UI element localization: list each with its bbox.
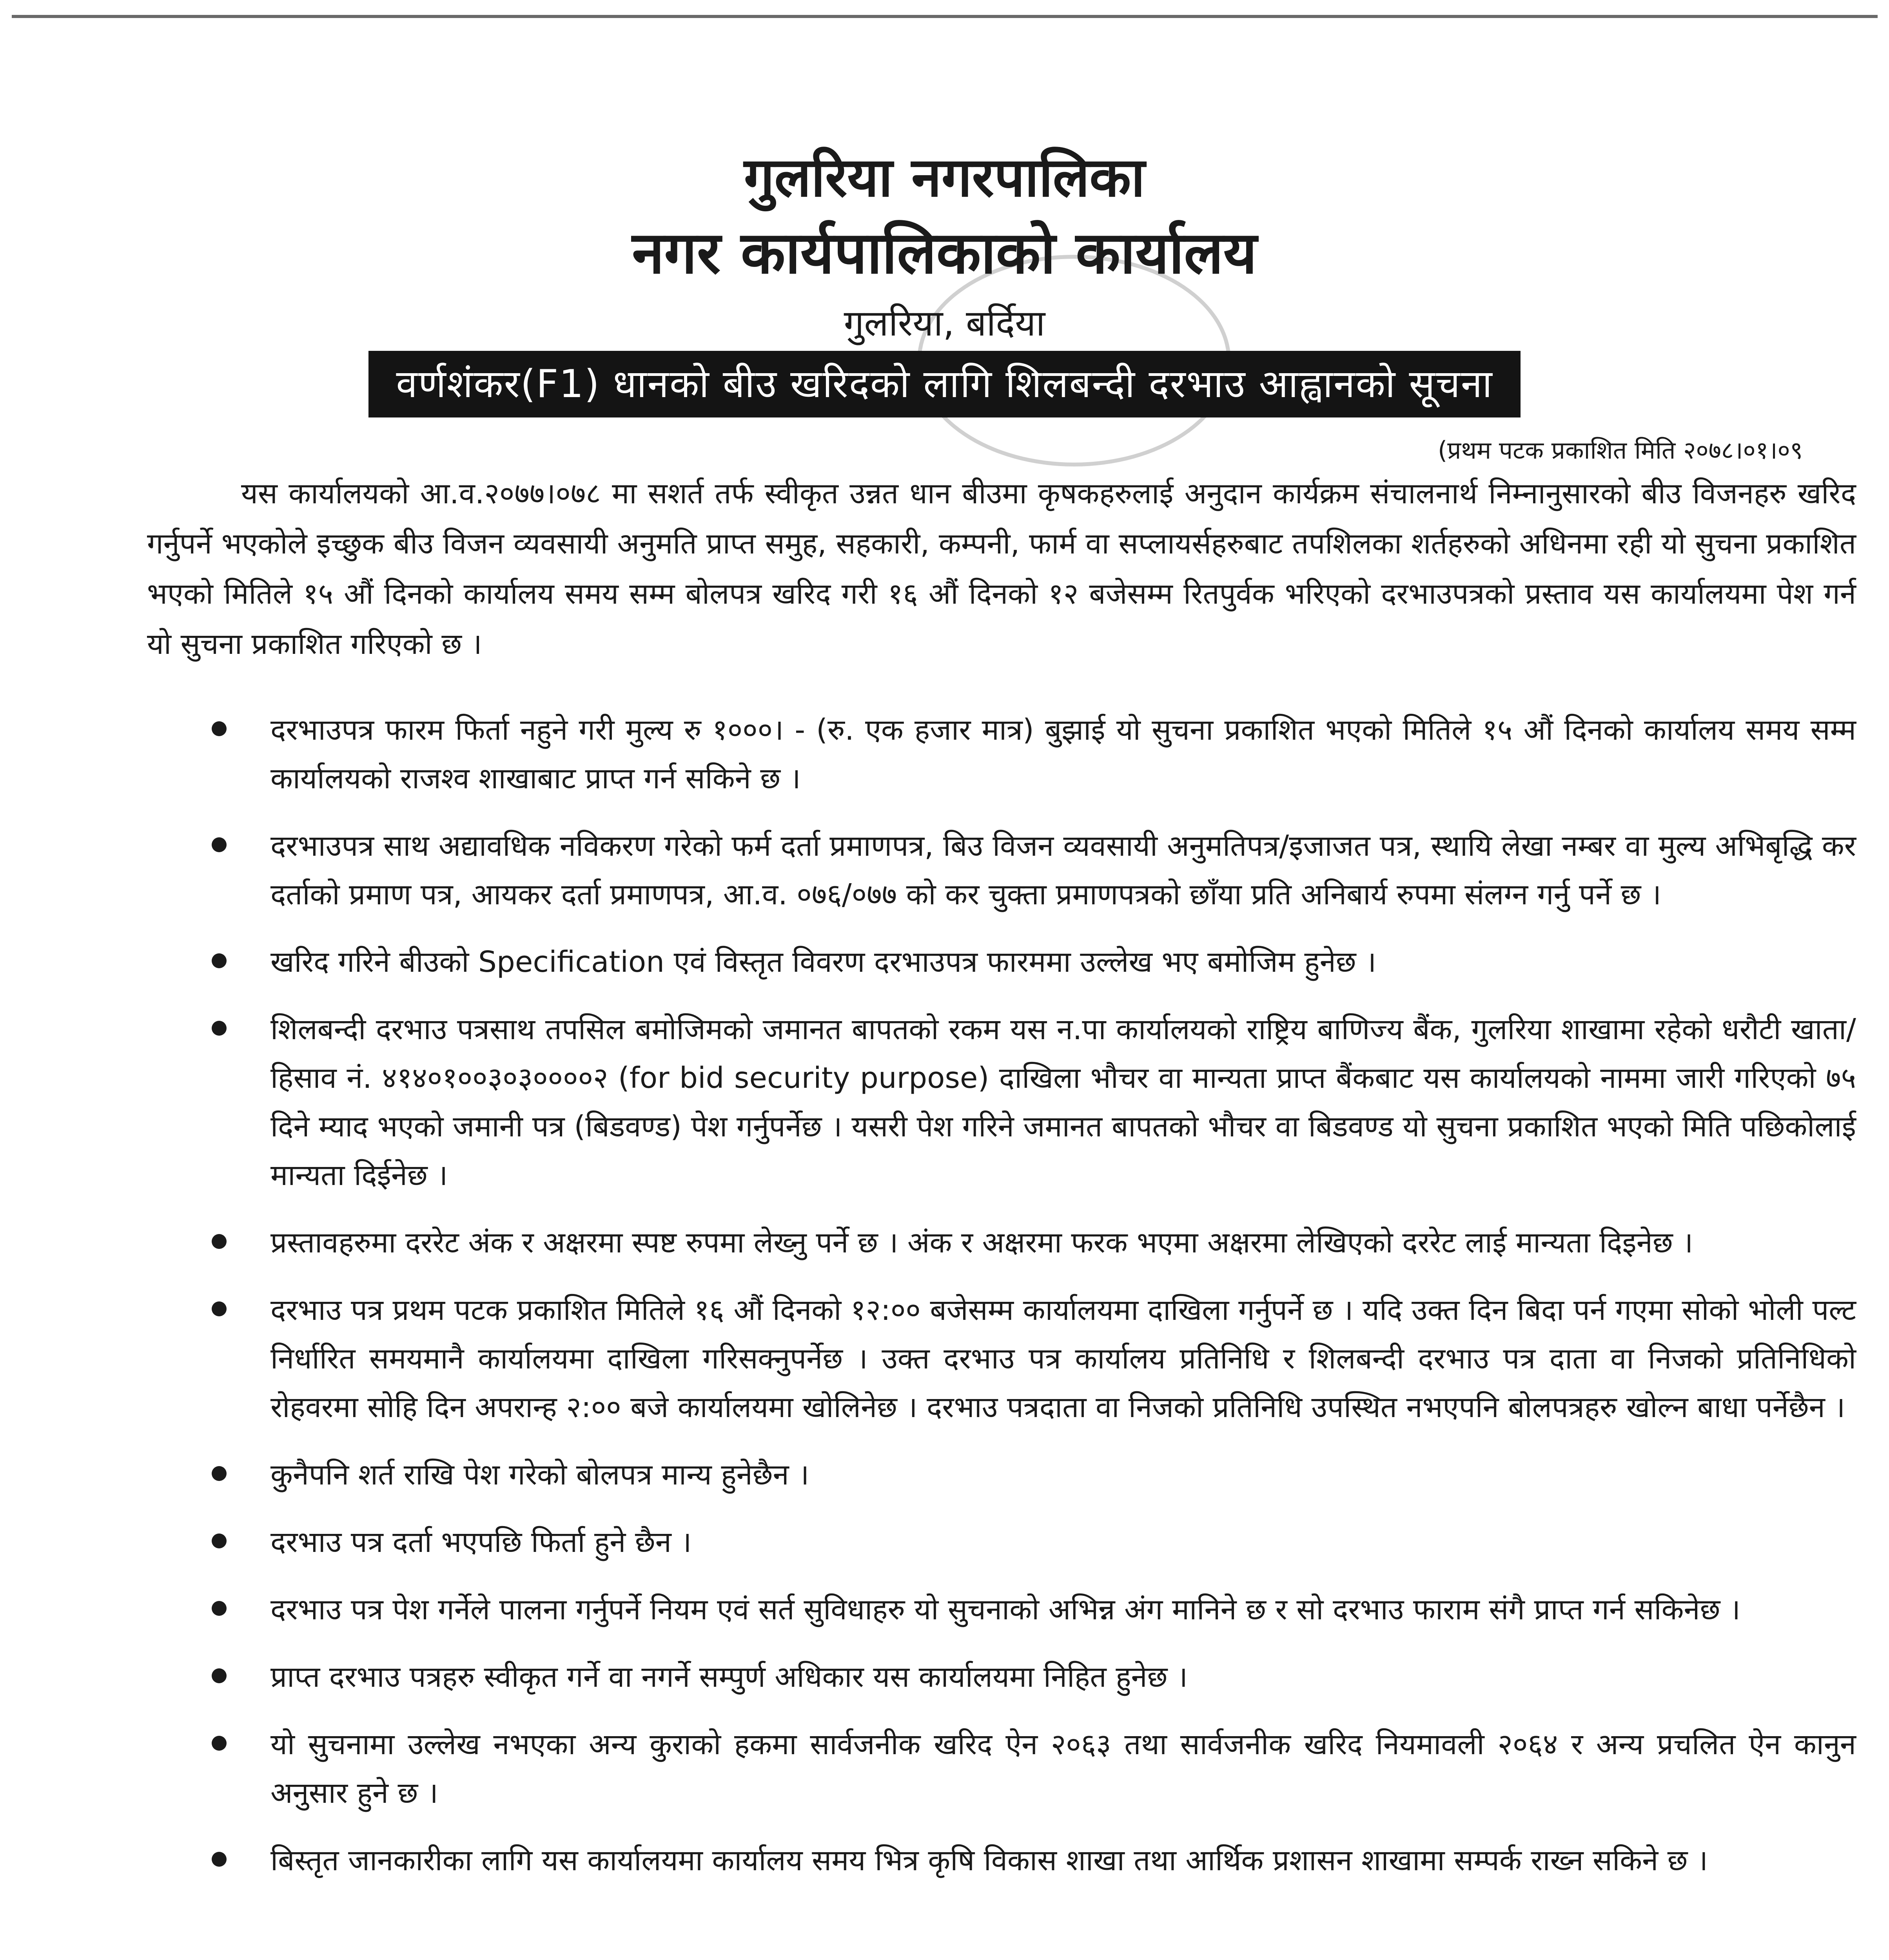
notice-title-bar [0, 351, 1889, 417]
condition-item: यो सुचनामा उल्लेख नभएका अन्य कुराको हकमा सार्वजनीक खरिद ऐन २०६३ तथा सार्वजनीक खरिद नियमावली २०६४ र अन्य प्रचलित ऐन कानुन अनुसार हुने छ । [147, 1720, 1856, 1817]
condition-item: दरभाउ पत्र दर्ता भएपछि फिर्ता हुने छैन । [147, 1518, 1856, 1566]
bullet-icon [212, 1852, 227, 1867]
condition-item: खरिद गरिने बीउको Specification एवं विस्तृत विवरण दरभाउपत्र फारममा उल्लेख भए बमोजिम हुनेछ । [147, 938, 1856, 986]
bullet-icon [212, 953, 227, 968]
condition-item: दरभाउपत्र फारम फिर्ता नहुने गरी मुल्य रु १०००। - (रु. एक हजार मात्र) बुझाई यो सुचना प्रकाशित भएको मितिले १५ औं दिनको कार्यालय समय सम्म कार्यालयको राजश्व शाखाबाट प्राप्त गर्न सकिने छ । [147, 706, 1856, 803]
intro-paragraph: यस कार्यालयको आ.व.२०७७।०७८ मा सशर्त तर्फ स्वीकृत उन्नत धान बीउमा कृषकहरुलाई अनुदान कार्यक्रम संचालनार्थ निम्नानुसारको बीउ विजनहरु खरिद गर्नुपर्ने भएकोले इच्छुक बीउ विजन व्यवसायी अनुमति प्राप्त समुह, सहकारी, कम्पनी, फार्म वा सप्लायर्सहरुबाट तपशिलका शर्तहरुको अधिनमा रही यो सुचना प्रकाशित भएको मितिले १५ औं दिनको कार्यालय समय सम्म बोलपत्र खरिद गरी १६ औं दिनको १२ बजेसम्म रितपुर्वक भरिएको दरभाउपत्रको प्रस्ताव यस कार्यालयमा पेश गर्न यो सुचना प्रकाशित गरिएको छ । [147, 477, 1856, 661]
office-name: नगर कार्यपालिकाको कार्यालय [632, 219, 1257, 287]
condition-item: कुनैपनि शर्त राखि पेश गरेको बोलपत्र मान्य हुनेछैन । [147, 1450, 1856, 1499]
publication-date-note: (प्रथम पटक प्रकाशित मिति २०७८।०१।०९ [1437, 436, 1803, 465]
bullet-icon [212, 1021, 227, 1036]
condition-item: बिस्तृत जानकारीका लागि यस कार्यालयमा कार्यालय समय भित्र कृषि विकास शाखा तथा आर्थिक प्रशासन शाखामा सम्पर्क राख्न सकिने छ । [147, 1836, 1856, 1885]
condition-item: प्राप्त दरभाउ पत्रहरु स्वीकृत गर्ने वा नगर्ने सम्पुर्ण अधिकार यस कार्यालयमा निहित हुनेछ । [147, 1653, 1856, 1701]
condition-item: शिलबन्दी दरभाउ पत्रसाथ तपसिल बमोजिमको जमानत बापतको रकम यस न.पा कार्यालयको राष्ट्रिय बाणिज्य बैंक, गुलरिया शाखामा रहेको धरौटी खाता/हिसाव नं. ४१४०१००३०३००००२ (for bid security purpose) दाखिला भौचर वा मान्यता प्राप्त बैंकबाट यस कार्यालयको नाममा जारी गरिएको ७५ दिने म्याद भएको जमानी पत्र (बिडवण्ड) पेश गर्नुपर्नेछ । यसरी पेश गरिने जमानत बापतको भौचर वा बिडवण्ड यो सुचना प्रकाशित भएको मिति पछिकोलाई मान्यता दिईनेछ । [147, 1005, 1856, 1200]
condition-item: दरभाउपत्र साथ अद्यावधिक नविकरण गरेको फर्म दर्ता प्रमाणपत्र, बिउ विजन व्यवसायी अनुमतिपत्र/इजाजत पत्र, स्थायि लेखा नम्बर वा मुल्य अभिबृद्धि कर दर्ताको प्रमाण पत्र, आयकर दर्ता प्रमाणपत्र, आ.व. ०७६/०७७ को कर चुक्ता प्रमाणपत्रको छाँया प्रति अनिबार्य रुपमा संलग्न गर्नु पर्ने छ । [147, 822, 1856, 919]
conditions-list [147, 706, 1856, 1904]
bullet-icon [212, 1668, 227, 1683]
bullet-icon [212, 1601, 227, 1616]
bullet-icon [212, 1534, 227, 1548]
office-address: गुलरिया, बर्दिया [844, 302, 1045, 344]
top-border-line [12, 15, 1878, 18]
bullet-icon [212, 1301, 227, 1316]
notice-title: वर्णशंकर(F1) धानको बीउ खरिदको लागि शिलबन्दी दरभाउ आह्वानको सूचना [368, 351, 1520, 417]
municipality-name: गुलरिया नगरपालिका [744, 146, 1145, 209]
letterhead [0, 141, 1889, 351]
condition-item: प्रस्तावहरुमा दररेट अंक र अक्षरमा स्पष्ट रुपमा लेख्नु पर्ने छ । अंक र अक्षरमा फरक भएमा अक्षरमा लेखिएको दररेट लाई मान्यता दिइनेछ । [147, 1218, 1856, 1267]
bullet-icon [212, 1736, 227, 1751]
bullet-icon [212, 721, 227, 736]
condition-item: दरभाउ पत्र पेश गर्नेले पालना गर्नुपर्ने नियम एवं सर्त सुविधाहरु यो सुचनाको अभिन्न अंग मानिने छ र सो दरभाउ फाराम संगै प्राप्त गर्न सकिनेछ । [147, 1585, 1856, 1634]
condition-item: दरभाउ पत्र प्रथम पटक प्रकाशित मितिले १६ औं दिनको १२:०० बजेसम्म कार्यालयमा दाखिला गर्नुपर्ने छ । यदि उक्त दिन बिदा पर्न गएमा सोको भोली पल्ट निर्धारित समयमानै कार्यालयमा दाखिला गरिसक्नुपर्नेछ । उक्त दरभाउ पत्र कार्यालय प्रतिनिधि र शिलबन्दी दरभाउ पत्र दाता वा निजको प्रतिनिधिको रोहवरमा सोहि दिन अपरान्ह २:०० बजे कार्यालयमा खोलिनेछ । दरभाउ पत्रदाता वा निजको प्रतिनिधि उपस्थित नभएपनि बोलपत्रहरु खोल्न बाधा पर्नेछैन । [147, 1286, 1856, 1432]
bullet-icon [212, 837, 227, 852]
bullet-icon [212, 1234, 227, 1249]
bullet-icon [212, 1466, 227, 1481]
